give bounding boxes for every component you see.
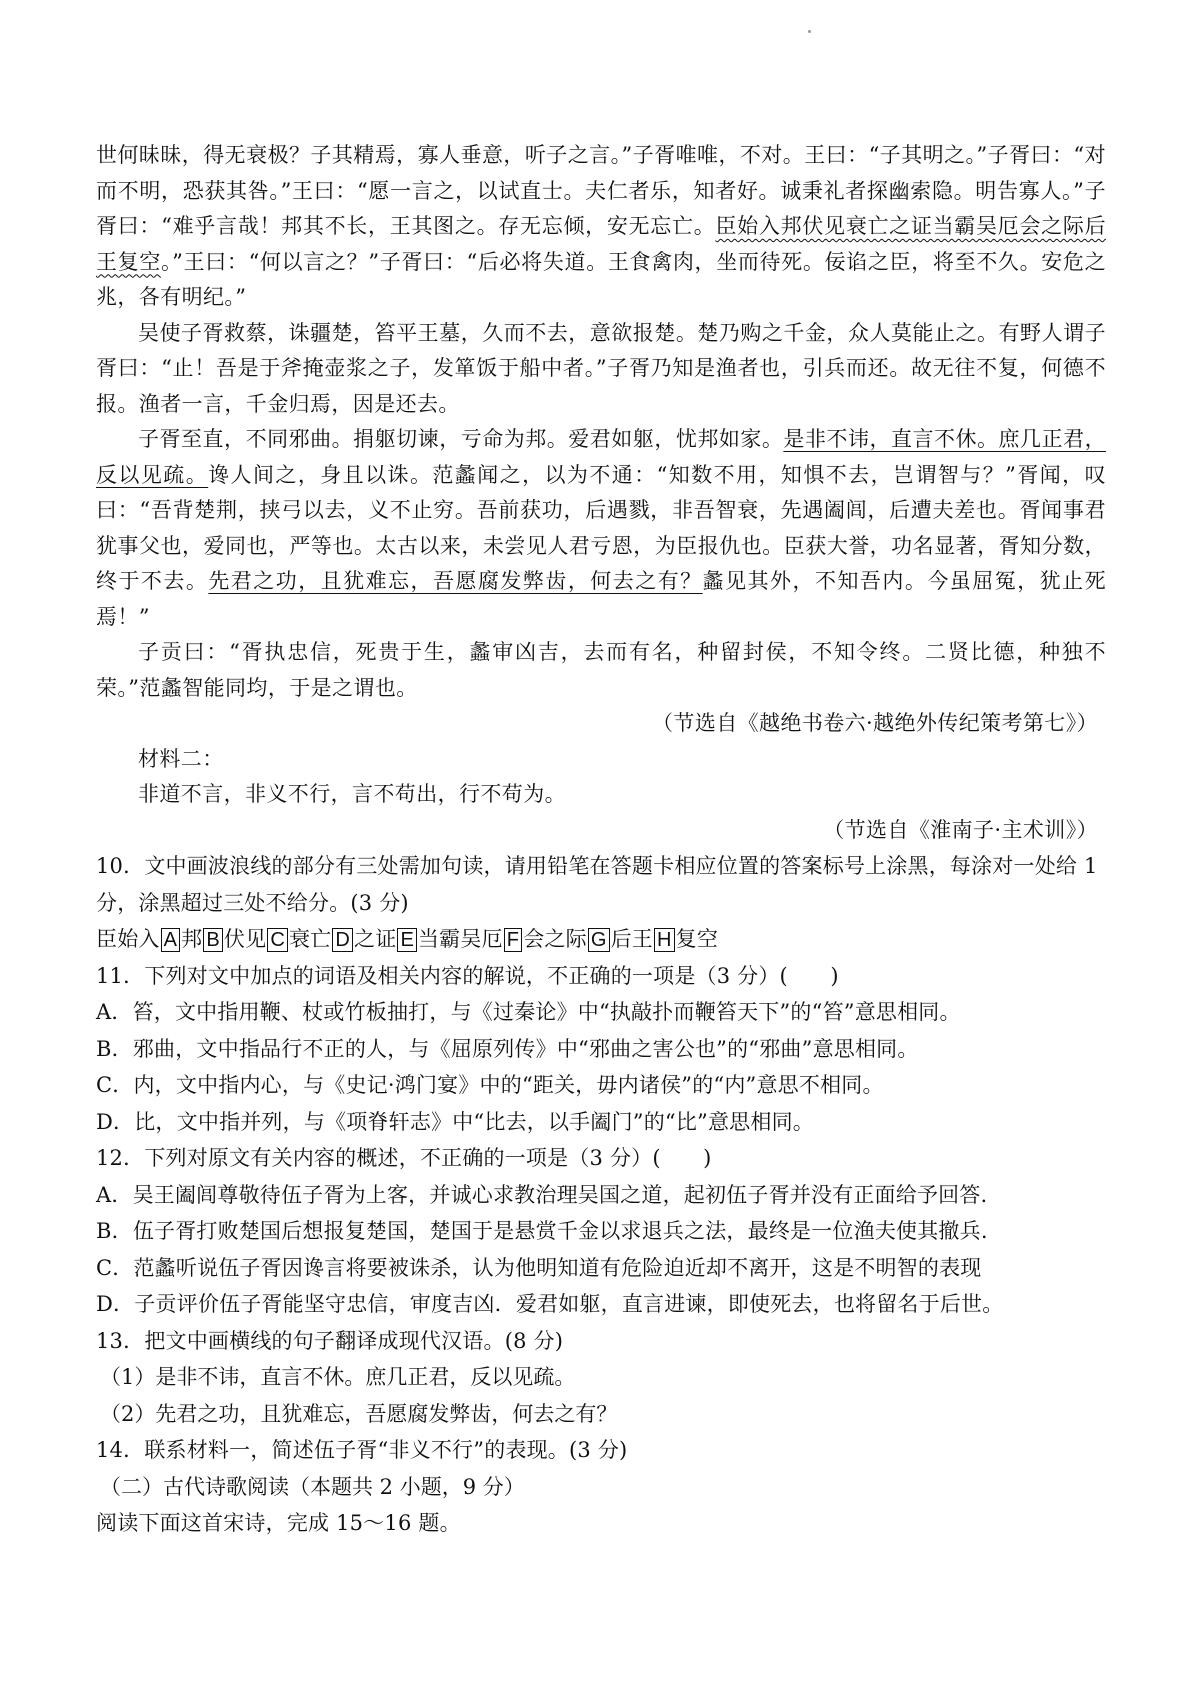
passage-text: 谗人间之，身且以诛。范蠡闻之，以为不通：“知数不用，知惧不去，岂谓智与？”胥闻，叹曰：“吾背楚荆，挟弓以去，义不止穷。吾前获功，后遇戮，非吾智衰，先遇阖闾，后遭夫差也。胥闻事君犹事父也，爱同也，严等也。太古以来，未尝见人君亏恩，为臣报仇也。臣获大誉，功名显著，胥知分数，终于不去。	[96, 462, 1106, 593]
answer-box-f[interactable]: F	[504, 928, 522, 952]
sentence-segment: 伏见	[223, 927, 267, 951]
question-11-option-c: C．内，文中指内心，与《史记·鸿门宴》中的“距关，毋内诸侯”的“内”意思不相同。	[96, 1073, 884, 1097]
passage-text: 。”王曰：“何以言之？”子胥曰：“后必将失道。王食禽肉，坐而待死。佞谄之臣，将至不久。安危之兆，各有明纪。”	[96, 249, 1106, 309]
scan-mark	[808, 30, 811, 33]
answer-box-h[interactable]: H	[654, 928, 675, 952]
underlined-sentence-2: 先君之功，且犹难忘，吾愿腐发弊齿，何去之有？	[208, 569, 703, 593]
answer-box-e[interactable]: E	[397, 928, 417, 952]
answer-box-c[interactable]: C	[267, 928, 288, 952]
answer-box-b[interactable]: B	[203, 928, 223, 952]
sentence-segment: 会之际	[523, 927, 587, 951]
passage-text: 世何昧昧，得无衰极？子其精焉，寡人垂意，听子之言。”子胥唯唯，不对。王曰：“子其明之。”子胥曰：“对而不明，恐获其咎。”王曰：“愿一言之，以试直士。夫仁者乐，知者好。诚秉礼者探幽索隐。明告寡人。”子胥曰：“难乎言哉！邦其不长，王其图之。存无忘倾，安无忘亡。	[96, 143, 1106, 238]
question-12-stem: 12．下列对原文有关内容的概述，不正确的一项是（3 分）( )	[96, 1146, 712, 1170]
passage-paragraph-2: 吴使子胥救蔡，诛疆楚，笞平王墓，久而不去，意欲报楚。楚乃购之千金，众人莫能止之。有野人谓子胥曰：“止！吾是于斧掩壶浆之子，发箪饭于船中者。”子胥乃知是渔者也，引兵而还。故无往不复，何德不报。渔者一言，千金归焉，因是还去。	[96, 320, 1106, 416]
passage-paragraph-4: 子贡曰：“胥执忠信，死贵于生，蠡审凶吉，去而有名，种留封侯，不知令终。二贤比德，种独不荣。”范蠡智能同均，于是之谓也。	[96, 640, 1106, 700]
question-12-option-b: B．伍子胥打败楚国后想报复楚国，楚国于是悬赏千金以求退兵之法，最终是一位渔夫使其撤兵.	[96, 1219, 988, 1243]
section-2-title: （二）古代诗歌阅读（本题共 2 小题，9 分）	[100, 1474, 525, 1499]
question-10-stem: 10．文中画波浪线的部分有三处需加句读，请用铅笔在答题卡相应位置的答案标号上涂黑，每涂对一处给 1 分，涂黑超过三处不给分。(3 分)	[96, 854, 1098, 915]
sentence-segment: 复空	[675, 927, 719, 951]
question-12-option-d: D．子贡评价伍子胥能坚守忠信，审度吉凶．爱君如躯，直言进谏，即使死去，也将留名于后世。	[96, 1292, 1004, 1316]
question-14-stem: 14．联系材料一，简述伍子胥“非义不行”的表现。(3 分)	[96, 1438, 628, 1462]
answer-box-a[interactable]: A	[161, 928, 181, 952]
sentence-segment: 邦	[181, 927, 203, 951]
passage-paragraph-1	[96, 138, 1106, 316]
page-content	[96, 138, 1106, 1542]
question-11-stem: 11．下列对文中加点的词语及相关内容的解说，不正确的一项是（3 分）( )	[96, 963, 839, 988]
question-11-option-b: B．邪曲，文中指品行不正的人，与《屈原列传》中“邪曲之害公也”的“邪曲”意思相同。	[96, 1036, 919, 1061]
question-10-answer-line	[96, 921, 1106, 958]
sentence-segment: 后王	[610, 927, 653, 951]
question-11-option-d: D．比，文中指并列，与《项脊轩志》中“比去，以手阖门”的“比”意思相同。	[96, 1109, 814, 1134]
question-13-item-2: （2）先君之功，且犹难忘，吾愿腐发弊齿，何去之有？	[100, 1401, 618, 1426]
passage-text: 子胥至直，不同邪曲。捐躯切谏，亏命为邦。爱君如躯，忧邦如家。	[138, 427, 784, 451]
passage-paragraph-3	[96, 422, 1106, 635]
sentence-segment: 衰亡	[288, 927, 332, 951]
wavy-underlined-sentence: 臣始入邦伏见衰亡之证当霸吴厄会之际后王复空	[96, 214, 1106, 274]
question-11-option-a: A．笞，文中指用鞭、杖或竹板抽打，与《过秦论》中“执敲扑而鞭笞天下”的“笞”意思相同。	[96, 1000, 961, 1024]
answer-box-g[interactable]: G	[588, 928, 610, 952]
sentence-segment: 当霸吴厄	[417, 927, 503, 951]
underlined-sentence-1: 是非不讳，直言不休。庶几正君，反以见疏。	[96, 427, 1106, 487]
question-12-option-c: C．范蠡听说伍子胥因谗言将要被诛杀，认为他明知道有危险迫近却不离开，这是不明智的表现	[96, 1255, 982, 1280]
material-2-text: 非道不言，非义不行，言不苟出，行不苟为。	[138, 782, 566, 806]
sentence-segment: 臣始入	[96, 927, 160, 951]
question-13-item-1: （1）是非不讳，直言不休。庶几正君，反以见疏。	[100, 1365, 576, 1389]
material-2-label: 材料二：	[138, 746, 224, 771]
answer-box-d[interactable]: D	[332, 928, 353, 952]
question-12-option-a: A．吴王阖闾尊敬待伍子胥为上客，并诚心求教治理吴国之道，起初伍子胥并没有正面给予回答.	[96, 1182, 988, 1207]
question-13-stem: 13．把文中画横线的句子翻译成现代汉语。(8 分)	[96, 1328, 564, 1353]
source-citation-1: （节选自《越绝书卷六·越绝外传纪策考第七》）	[652, 711, 1098, 735]
section-2-instruction: 阅读下面这首宋诗，完成 15～16 题。	[96, 1511, 461, 1535]
source-citation-2: （节选自《淮南子·主术训》）	[823, 817, 1098, 842]
sentence-segment: 之证	[354, 927, 397, 951]
passage-text: 蠡见其外，不知吾内。今虽屈冤，犹止死焉！”	[96, 569, 1106, 629]
